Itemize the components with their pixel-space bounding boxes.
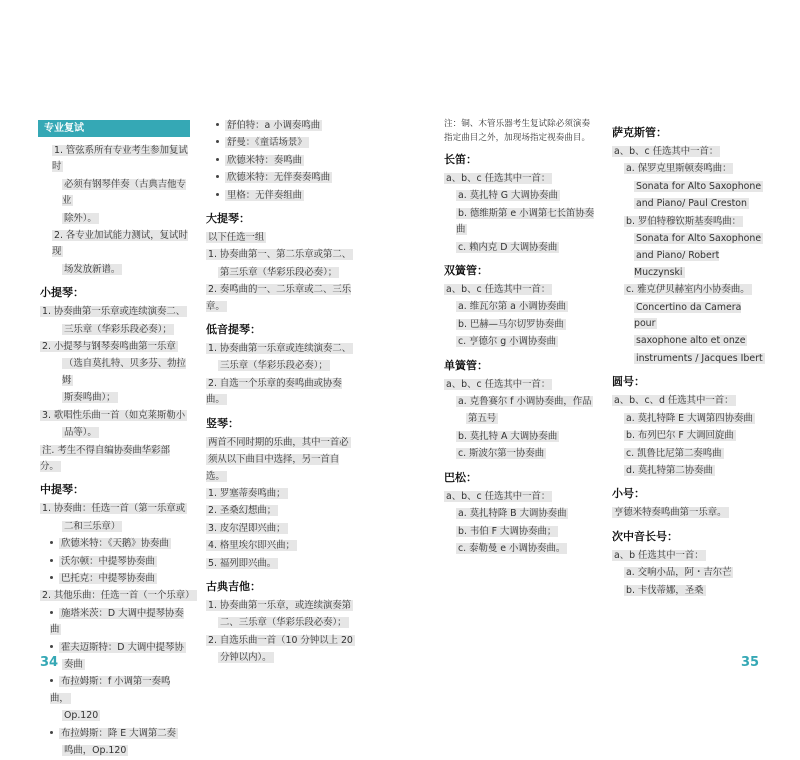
cello-line: 2. 奏鸣曲的一、二乐章或二、三乐章。: [206, 284, 352, 312]
harp-line: 须从以下曲目中选择，另一首自选。: [206, 454, 340, 482]
bassoon-line: a. 莫扎特降 B 大调协奏曲: [458, 508, 567, 520]
section-title-saxophone: 萨克斯管：: [612, 126, 667, 139]
section-title-clarinet: 单簧管：: [444, 358, 488, 372]
cello-line: 1. 协奏曲第一、第二乐章或第二、: [208, 249, 352, 261]
violin-line: 三乐章（华彩乐段必奏）；: [64, 323, 172, 335]
viola-piece-cont: 奏曲: [64, 658, 83, 670]
viola-line: 1. 协奏曲：任选一首（第一乐章或: [42, 503, 186, 515]
viola-piece: 布拉姆斯：降 E 大调第二奏: [61, 727, 177, 739]
section-title-violin: 小提琴：: [40, 286, 84, 300]
viola-piece: 舒伯特：a 小调奏鸣曲: [227, 120, 321, 131]
section-title-cello: 大提琴：: [206, 212, 250, 226]
oboe-line: b. 巴赫—马尔切罗协奏曲: [458, 318, 564, 330]
rule-line: 除外）。: [64, 212, 97, 224]
section-title-harp: 竖琴：: [206, 416, 239, 430]
viola-piece: 沃尔顿：中提琴协奏曲: [61, 555, 155, 567]
harp-line: 5. 福列即兴曲。: [208, 557, 277, 569]
cello-line: 第三乐章（华彩乐段必奏）；: [220, 266, 338, 278]
sax-line: Sonata for Alto Saxophone: [636, 180, 762, 192]
horn-line: c. 凯鲁比尼第二奏鸣曲: [626, 447, 722, 459]
rule-line: 必须有钢琴伴奏（古典吉他专业: [62, 178, 186, 207]
section-header: 专业复试: [38, 120, 190, 137]
bassoon-line: b. 韦伯 F 大调协奏曲；: [458, 525, 557, 537]
violin-line: （选自莫扎特、贝多芬、勃拉姆: [62, 358, 186, 386]
tenor-line: a、b 任选其中一首：: [614, 549, 704, 561]
viola-piece: 欣德米特：无伴奏奏鸣曲: [227, 172, 331, 184]
bassoon-line: c. 泰勒曼 e 小调协奏曲。: [458, 542, 566, 554]
viola-piece-cont: 鸣曲，Op.120: [64, 745, 127, 756]
sax-line: c. 雅克伊贝赫室内小协奏曲。: [626, 284, 750, 296]
guitar-line: 二、三乐章（华彩乐段必奏）；: [220, 617, 347, 629]
sax-line: b. 罗伯特穆钦斯基奏鸣曲：: [626, 215, 742, 227]
horn-line: a、b、c、d 任选其中一首：: [614, 395, 734, 407]
horn-line: b. 布列巴尔 F 大调回旋曲: [626, 430, 734, 442]
viola-piece: 施塔米茨：D 大调中提琴协奏曲: [50, 607, 184, 636]
page-number-left: 34: [40, 655, 59, 670]
viola-line: 2. 其他乐曲：任选一首（一个乐章）: [42, 590, 195, 602]
violin-line: 1. 协奏曲第一乐章或连续演奏二、: [42, 306, 186, 318]
sax-line: a、b、c 任选其中一首：: [614, 146, 719, 157]
viola-piece: 布拉姆斯：f 小调第一奏鸣曲，: [50, 676, 171, 704]
violin-line: 品等）。: [64, 427, 97, 439]
oboe-line: a、b、c 任选其中一首：: [446, 284, 551, 296]
flute-line: a、b、c 任选其中一首：: [446, 173, 551, 184]
trumpet-line: 亨德米特奏鸣曲第一乐章。: [614, 507, 727, 519]
clarinet-line: c. 斯波尔第一协奏曲: [458, 448, 545, 460]
viola-piece: 霍夫迈斯特：D 大调中提琴协: [61, 641, 184, 653]
clarinet-line: 第五号: [468, 413, 497, 425]
clarinet-line: a. 克鲁赛尔 f 小调协奏曲，作品: [458, 396, 592, 408]
violin-line: 2. 小提琴与钢琴奏鸣曲第一乐章: [42, 341, 176, 353]
section-title-tenor-trombone: 次中音长号：: [612, 529, 678, 543]
harp-line: 1. 罗塞蒂奏鸣曲；: [208, 487, 286, 499]
violin-line: 斯奏鸣曲）；: [64, 392, 116, 404]
violin-line: 3. 歌唱性乐曲一首（如克莱斯勒小: [42, 409, 186, 421]
clarinet-line: a、b、c 任选其中一首：: [446, 378, 551, 390]
sax-line: Concertino da Camera pour: [634, 301, 742, 330]
page-number-right: 35: [741, 655, 760, 670]
section-title-flute: 长笛：: [444, 153, 477, 166]
viola-piece: 欣德米特：奏鸣曲: [227, 154, 303, 166]
section-title-guitar: 古典吉他：: [206, 579, 261, 593]
woodwind-brass-note: 注：铜、木管乐器考生复试除必须演奏 指定曲目之外，加现场指定视奏曲目。: [444, 119, 591, 143]
section-title-oboe: 双簧管：: [444, 264, 488, 278]
viola-piece: 欣德米特：《天鹅》协奏曲: [61, 538, 169, 550]
viola-piece: 里格：无伴奏组曲: [227, 189, 303, 201]
violin-note: 注. 考生不得自编协奏曲华彩部分。: [40, 444, 170, 472]
bassoon-line: a、b、c 任选其中一首：: [446, 490, 551, 502]
section-title-bass: 低音提琴：: [206, 323, 261, 337]
clarinet-line: b. 莫扎特 A 大调协奏曲: [458, 430, 558, 442]
section-title-horn: 圆号：: [612, 375, 645, 389]
section-title-trumpet: 小号：: [612, 487, 645, 501]
rule-line: 1. 管弦系所有专业考生参加复试时: [52, 145, 188, 173]
sax-line: and Piano/ Paul Creston: [636, 198, 747, 210]
horn-line: a. 莫扎特降 E 大调第四协奏曲: [626, 412, 753, 424]
tenor-line: b. 卡伐蒂娜，圣桑: [626, 584, 704, 596]
oboe-line: a. 维瓦尔第 a 小调协奏曲: [458, 301, 566, 313]
flute-line: a. 莫扎特 G 大调协奏曲: [458, 190, 558, 202]
viola-piece: 巴托克：中提琴协奏曲: [61, 572, 155, 584]
cello-line: 以下任选一组: [208, 232, 265, 244]
bass-line: 三乐章（华彩乐段必奏）；: [220, 360, 328, 372]
harp-line: 3. 皮尔涅即兴曲；: [208, 522, 286, 534]
left-column-1: [38, 118, 195, 760]
sax-line: a. 保罗克里斯顿奏鸣曲：: [626, 163, 732, 175]
oboe-line: c. 亨德尔 g 小调协奏曲: [458, 336, 557, 348]
horn-line: d. 莫扎特第二协奏曲: [626, 464, 713, 476]
viola-piece: 舒曼：《童话场景》: [227, 137, 307, 149]
bass-line: 2. 自选一个乐章的奏鸣曲或协奏曲。: [206, 377, 342, 406]
harp-line: 两首不同时期的乐曲，其中一首必: [208, 436, 349, 448]
sax-line: and Piano/ Robert Muczynski: [634, 250, 720, 278]
sax-line: instruments / Jacques Ibert: [636, 352, 763, 364]
sax-line: Sonata for Alto Saxophone: [636, 233, 762, 245]
tenor-line: a. 交响小品，阿・吉尔芒: [626, 567, 732, 579]
guitar-line: 分钟以内）。: [220, 652, 272, 664]
guitar-line: 1. 协奏曲第一乐章，或连续演奏第: [208, 599, 352, 611]
sax-line: saxophone alto et onze: [636, 335, 746, 347]
rule-line: 场发放新谱。: [64, 263, 121, 275]
section-title-bassoon: 巴松：: [444, 470, 477, 484]
section-title-viola: 中提琴：: [40, 483, 84, 497]
left-column-2: [204, 118, 356, 668]
harp-line: 2. 圣桑幻想曲；: [208, 505, 277, 517]
flute-line: b. 德维斯第 e 小调第七长笛协奏曲: [456, 207, 595, 236]
bass-line: 1. 协奏曲第一乐章或连续演奏二、: [208, 343, 352, 355]
right-column-1: [442, 118, 597, 558]
harp-line: 4. 格里埃尔即兴曲；: [208, 540, 295, 552]
viola-line: 二和三乐章）: [64, 520, 121, 532]
flute-line: c. 赖内克 D 大调协奏曲: [458, 241, 558, 253]
guitar-line: 2. 自选乐曲一首（10 分钟以上 20: [208, 634, 353, 646]
rule-line: 2. 各专业加试能力测试，复试时现: [52, 230, 188, 258]
viola-piece-cont: Op.120: [64, 710, 99, 722]
right-column-2: [610, 118, 765, 600]
